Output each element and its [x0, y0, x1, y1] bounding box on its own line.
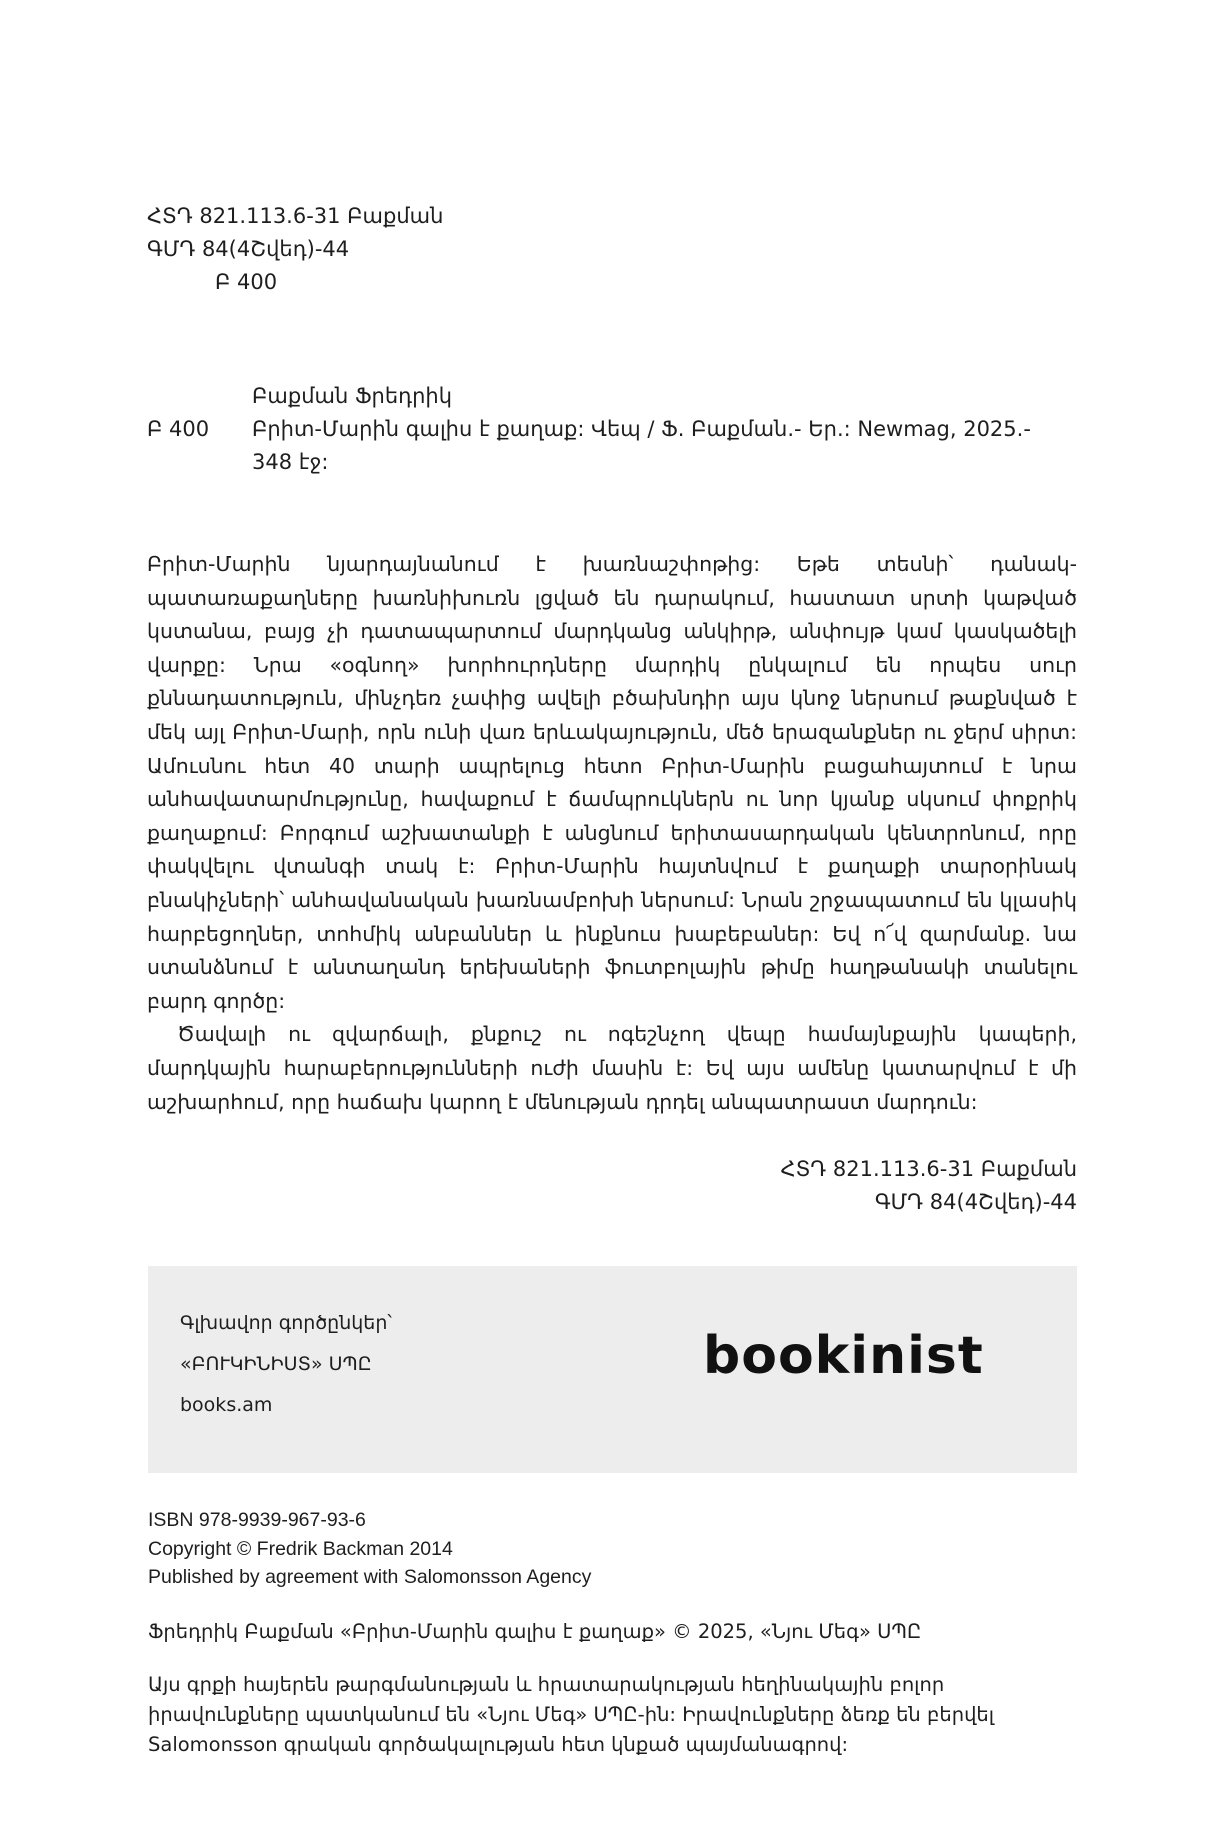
catalog-author: Բաքման Ֆրեդրիկ — [252, 384, 453, 408]
imprint-block — [148, 1506, 591, 1592]
annotation — [147, 548, 1077, 1119]
catalog-pages: 348 էջ: — [252, 450, 329, 474]
catalog-description: Բրիտ-Մարին գալիս է քաղաք: Վեպ / Ֆ. Բաքման.- Եր.: Newmag, 2025.- — [252, 417, 1031, 441]
catalog-author-mark: Բ 400 — [147, 417, 210, 441]
copyright-translation: Ֆրեդրիկ Բաքման «Բրիտ-Մարին գալիս է քաղաք» © 2025, «Նյու Մեգ» ՍՊԸ — [148, 1620, 922, 1643]
udc-code: ՀՏԴ 821.113.6-31 Բաքման — [780, 1157, 1077, 1181]
partner-box — [148, 1266, 1077, 1473]
lbc-code: ԳՄԴ 84(4Շվեդ)-44 — [147, 237, 350, 261]
partner-company: «ԲՈՒԿԻՆԻՍՏ» ՍՊԸ — [180, 1353, 372, 1375]
udc-code: ՀՏԴ 821.113.6-31 Բաքման — [147, 204, 444, 228]
annotation-paragraph: Բրիտ-Մարին նյարդայնանում է խառնաշփոթից: Եթե տեսնի՝ դանակ-պատառաքաղները խառնիխուռն լցված են դարակում, հաստատ սրտի կաթված կստանա, բայց չի դատապարտում մարդկանց անկիրթ, անփույթ կամ կասկածելի վարքը: Նրա «օգնող» խորհուրդները մարդիկ ընկալում են որպես սուր քննադատություն, մինչդեռ չափից ավելի բծախնդիր այս կնոջ ներսում թաքնված է մեկ այլ Բրիտ-Մարի, որն ունի վառ երևակայություն, մեծ երազանքներ ու ջերմ սիրտ: Ամուսնու հետ 40 տարի ապրելուց հետո Բրիտ-Մարին բացահայտում է նրա անհավատարմությունը, հավաքում է ճամպրուկներն ու նոր կյանք սկսում փոքրիկ քաղաքում: Բորգում աշխատանքի է անցնում երիտասարդական կենտրոնում, որը փակվելու վտանգի տակ է: Բրիտ-Մարին հայտնվում է քաղաքի տարօրինակ բնակիչների՝ անհավանական խառնամբոխի ներսում: Նրան շրջապատում են կլասիկ հարբեցողներ, տոհմիկ անբաններ և ինքնուս խաբեբաներ: Եվ ո՜վ զարմանք. նա ստանձնում է անտաղանդ երեխաների ֆուտբոլային թիմը հաղթանակի տանելու բարդ գործը: — [147, 552, 1077, 1013]
partner-label: Գլխավոր գործընկեր՝ — [180, 1312, 392, 1334]
bookinist-logo: bookinist — [703, 1326, 984, 1386]
partner-website: books.am — [180, 1394, 273, 1416]
copyright-original: Copyright © Fredrik Backman 2014 — [148, 1537, 453, 1560]
isbn: ISBN 978-9939-967-93-6 — [148, 1509, 366, 1531]
udc-classification-repeat — [781, 1153, 1077, 1219]
lbc-code: ԳՄԴ 84(4Շվեդ)-44 — [874, 1190, 1077, 1214]
annotation-paragraph: Ծավալի ու զվարճալի, քնքուշ ու ոգեշնչող վեպը համայնքային կապերի, մարդկային հարաբերությունների ուժի մասին է: Եվ այս ամենը կատարվում է մի աշխարհում, որը հաճախ կարող է մենության դրդել անպատրաստ մարդուն: — [147, 1022, 1077, 1114]
author-mark: Բ 400 — [215, 270, 278, 294]
rights-notice: Այս գրքի հայերեն թարգմանության և հրատարակության հեղինակային բոլոր իրավունքները պատկանում են «Նյու Մեգ» ՍՊԸ-ին: Իրավունքները ձեռք են բերվել Salomonsson գրական գործակալության հետ կնքած պայմանագրով: — [148, 1673, 995, 1756]
udc-classification-block — [147, 200, 667, 299]
publishing-agreement: Published by agreement with Salomonsson Agency — [148, 1566, 592, 1588]
catalog-record — [147, 380, 1047, 479]
